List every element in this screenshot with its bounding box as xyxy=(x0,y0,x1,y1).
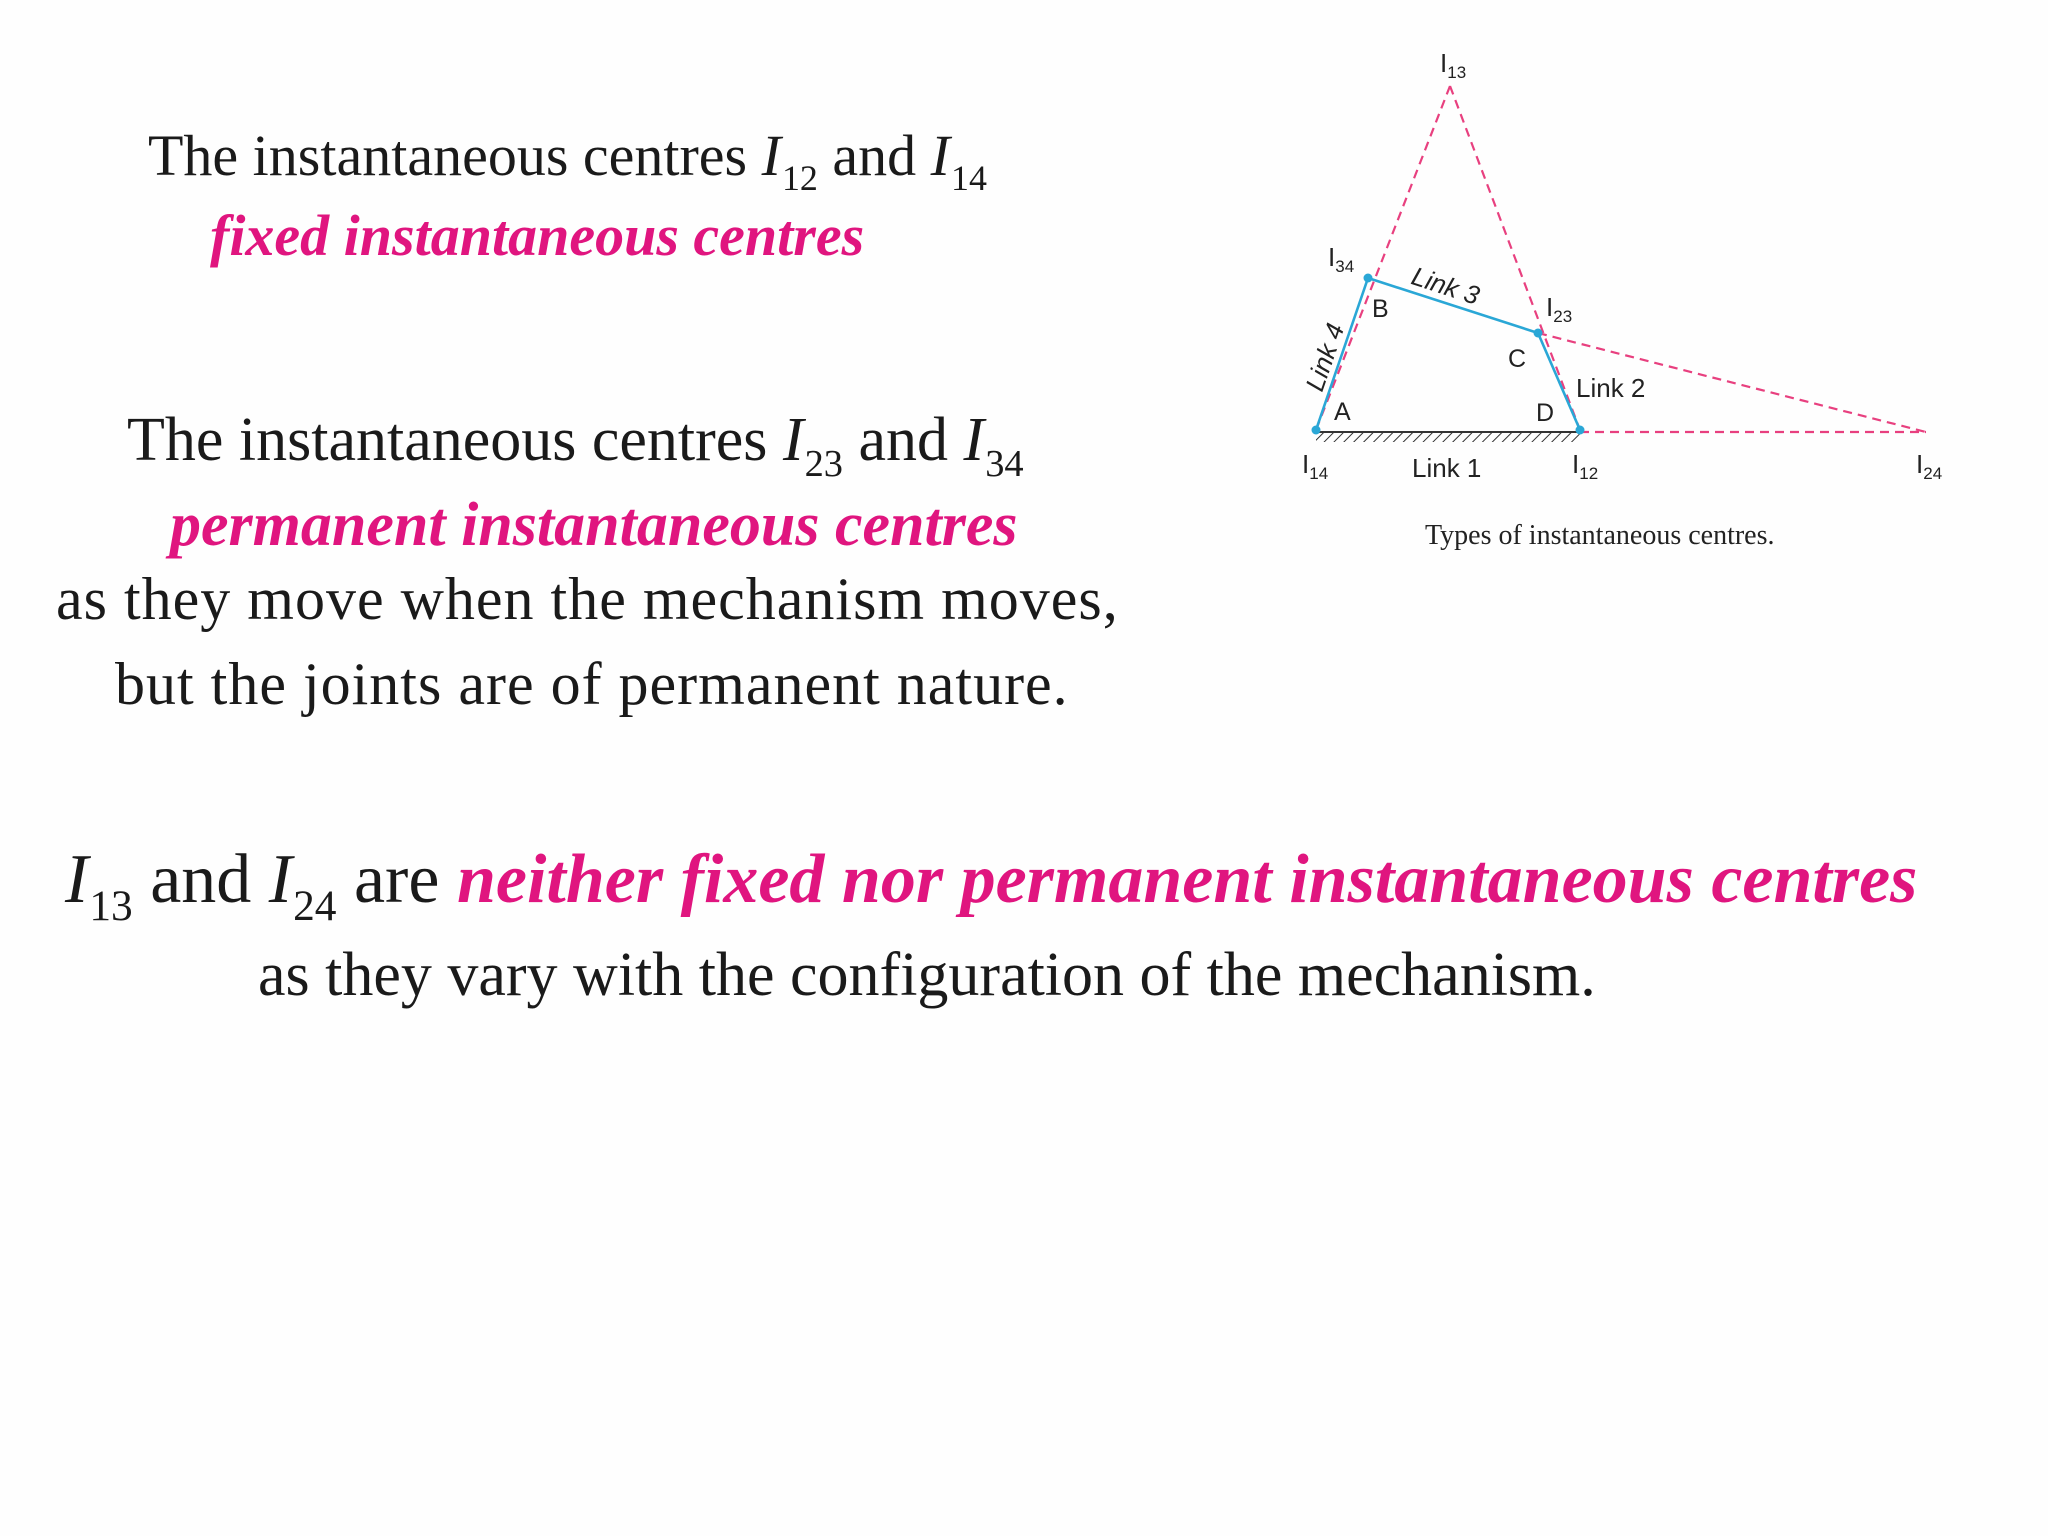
neither-centres-statement xyxy=(65,840,1918,931)
permanent-explanation-1: as they move when the mechanism moves, xyxy=(56,566,1119,632)
and-text: and xyxy=(132,841,269,918)
neither-centres-label: neither fixed nor permanent instantaneous centres xyxy=(456,841,1918,918)
joint-B xyxy=(1364,274,1373,283)
fixed-centres-label: fixed instantaneous centres xyxy=(210,203,865,268)
joint-D xyxy=(1576,426,1585,435)
label-I14: $I_{14}$ xyxy=(1302,449,1329,483)
link1-ground-hatch xyxy=(1316,432,1580,442)
label-C: C xyxy=(1508,345,1527,373)
label-D: D xyxy=(1536,399,1555,427)
label-I24: $I_{24}$ xyxy=(1916,449,1943,483)
heading-text: The instantaneous centres xyxy=(148,123,762,188)
are-text: are xyxy=(336,841,457,918)
symbol-I23: $I_{23}$ xyxy=(782,406,844,486)
and-text: and xyxy=(843,406,964,474)
symbol-I34: $I_{34}$ xyxy=(963,406,1024,486)
joint-A xyxy=(1312,426,1321,435)
neither-explanation: as they vary with the configuration of the mechanism. xyxy=(258,941,1596,1009)
symbol-I12: $I_{12}$ xyxy=(761,123,818,199)
label-B: B xyxy=(1372,295,1389,323)
label-link4: Link 4 xyxy=(1299,319,1351,395)
permanent-explanation-2: but the joints are of permanent nature. xyxy=(115,651,1069,717)
label-I13: $I_{13}$ xyxy=(1440,48,1467,82)
figure-caption: Types of instantaneous centres. xyxy=(1425,520,1775,551)
symbol-I14: $I_{14}$ xyxy=(930,123,987,199)
symbol-I13: $I_{13}$ xyxy=(65,841,133,931)
symbol-I24: $I_{24}$ xyxy=(268,841,337,931)
label-I12: $I_{12}$ xyxy=(1572,449,1599,483)
label-link1: Link 1 xyxy=(1412,453,1482,483)
permanent-centres-heading xyxy=(127,405,1024,486)
permanent-centres-label: permanent instantaneous centres xyxy=(170,491,1018,559)
heading-text: The instantaneous centres xyxy=(127,406,783,474)
instantaneous-centres-figure xyxy=(1280,30,1980,570)
joint-C xyxy=(1534,329,1543,338)
label-I34: $I_{34}$ xyxy=(1328,242,1355,276)
and-text: and xyxy=(817,123,931,188)
label-I23: $I_{23}$ xyxy=(1546,292,1573,326)
label-A: A xyxy=(1334,398,1351,426)
dashed-line-i13-i12 xyxy=(1450,86,1580,430)
label-link2: Link 2 xyxy=(1576,373,1646,403)
label-link3: Link 3 xyxy=(1408,260,1484,311)
fixed-centres-heading xyxy=(148,122,987,199)
